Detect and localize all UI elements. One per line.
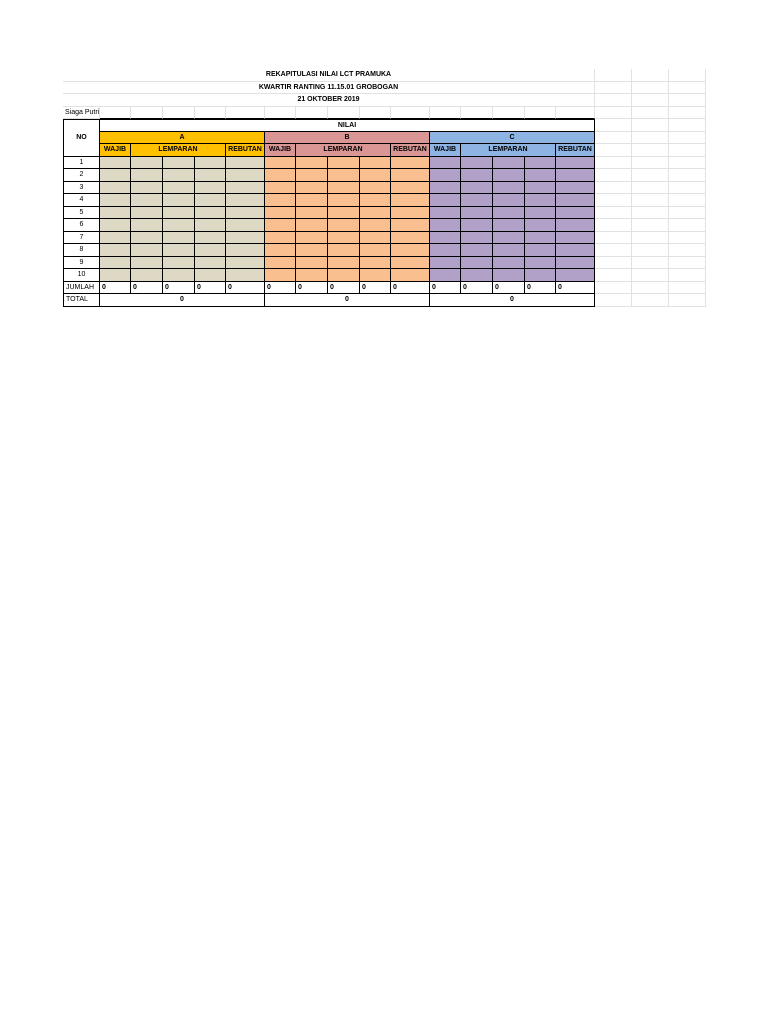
score-cell[interactable] — [391, 169, 430, 182]
score-cell[interactable] — [328, 169, 360, 182]
empty-cell — [669, 94, 706, 107]
empty-cell — [595, 219, 632, 232]
empty-cell — [632, 219, 669, 232]
empty-cell — [632, 94, 669, 107]
header-row-sub — [63, 144, 706, 157]
jumlah-value: 0 — [525, 282, 556, 295]
empty-cell — [595, 182, 632, 195]
score-cell[interactable] — [100, 257, 131, 270]
title-row — [63, 82, 706, 95]
score-cell[interactable] — [360, 169, 391, 182]
score-cell[interactable] — [461, 244, 493, 257]
score-cell[interactable] — [328, 207, 360, 220]
empty-cell — [391, 107, 430, 120]
score-cell[interactable] — [296, 169, 328, 182]
row-number: 7 — [63, 232, 100, 245]
row-number: 1 — [63, 157, 100, 170]
score-cell[interactable] — [525, 169, 556, 182]
empty-cell — [595, 132, 632, 145]
jumlah-row — [63, 282, 706, 295]
empty-cell — [632, 107, 669, 120]
empty-cell — [556, 107, 595, 120]
empty-cell — [669, 207, 706, 220]
score-cell[interactable] — [493, 219, 525, 232]
jumlah-value: 0 — [100, 282, 131, 295]
score-cell[interactable] — [265, 157, 296, 170]
wajib-header: WAJIB — [430, 144, 461, 157]
empty-cell — [493, 107, 525, 120]
empty-cell — [226, 107, 265, 120]
empty-cell — [595, 169, 632, 182]
score-cell[interactable] — [430, 182, 461, 195]
data-row — [63, 194, 706, 207]
score-cell[interactable] — [100, 157, 131, 170]
score-cell[interactable] — [328, 232, 360, 245]
data-row — [63, 232, 706, 245]
score-cell[interactable] — [131, 244, 163, 257]
score-cell[interactable] — [195, 244, 226, 257]
empty-cell — [430, 107, 461, 120]
score-cell[interactable] — [265, 169, 296, 182]
score-cell[interactable] — [360, 182, 391, 195]
score-cell[interactable] — [525, 194, 556, 207]
score-cell[interactable] — [493, 257, 525, 270]
row-number: 2 — [63, 169, 100, 182]
empty-cell — [669, 257, 706, 270]
score-cell[interactable] — [100, 269, 131, 282]
data-row — [63, 257, 706, 270]
score-cell[interactable] — [461, 207, 493, 220]
score-cell[interactable] — [131, 219, 163, 232]
score-cell[interactable] — [525, 219, 556, 232]
data-row — [63, 219, 706, 232]
score-cell[interactable] — [226, 157, 265, 170]
score-cell[interactable] — [360, 207, 391, 220]
empty-cell — [595, 232, 632, 245]
score-cell[interactable] — [226, 182, 265, 195]
jumlah-value: 0 — [265, 282, 296, 295]
score-cell[interactable] — [525, 257, 556, 270]
score-cell[interactable] — [430, 157, 461, 170]
score-cell[interactable] — [131, 232, 163, 245]
score-cell[interactable] — [493, 182, 525, 195]
score-cell[interactable] — [195, 194, 226, 207]
wajib-header: WAJIB — [265, 144, 296, 157]
empty-cell — [632, 157, 669, 170]
empty-cell — [595, 294, 632, 307]
score-cell[interactable] — [525, 182, 556, 195]
jumlah-value: 0 — [226, 282, 265, 295]
header-row-groups — [63, 132, 706, 145]
score-cell[interactable] — [131, 194, 163, 207]
score-cell[interactable] — [100, 219, 131, 232]
empty-cell — [632, 182, 669, 195]
score-cell[interactable] — [163, 207, 195, 220]
empty-cell — [595, 144, 632, 157]
score-cell[interactable] — [493, 194, 525, 207]
empty-cell — [100, 107, 131, 120]
empty-cell — [632, 257, 669, 270]
data-row — [63, 244, 706, 257]
score-cell[interactable] — [226, 257, 265, 270]
score-cell[interactable] — [296, 257, 328, 270]
score-cell[interactable] — [131, 182, 163, 195]
score-cell[interactable] — [556, 182, 595, 195]
data-row — [63, 169, 706, 182]
empty-cell — [360, 107, 391, 120]
score-cell[interactable] — [461, 232, 493, 245]
empty-cell — [632, 82, 669, 95]
score-cell[interactable] — [195, 207, 226, 220]
score-cell[interactable] — [493, 269, 525, 282]
data-row — [63, 269, 706, 282]
score-cell[interactable] — [195, 232, 226, 245]
jumlah-value: 0 — [493, 282, 525, 295]
score-cell[interactable] — [195, 157, 226, 170]
empty-cell — [669, 69, 706, 82]
empty-cell — [669, 244, 706, 257]
score-cell[interactable] — [360, 244, 391, 257]
score-cell[interactable] — [296, 269, 328, 282]
score-cell[interactable] — [391, 244, 430, 257]
score-cell[interactable] — [430, 169, 461, 182]
total-label: TOTAL — [63, 294, 100, 307]
row-number: 5 — [63, 207, 100, 220]
score-cell[interactable] — [131, 269, 163, 282]
header-row-nilai — [63, 119, 706, 142]
jumlah-value: 0 — [556, 282, 595, 295]
score-cell[interactable] — [296, 182, 328, 195]
score-cell[interactable] — [430, 232, 461, 245]
report-title-line: 21 OKTOBER 2019 — [63, 94, 595, 107]
empty-cell — [632, 119, 669, 132]
row-number: 3 — [63, 182, 100, 195]
empty-cell — [595, 257, 632, 270]
empty-cell — [595, 194, 632, 207]
score-cell[interactable] — [493, 244, 525, 257]
score-cell[interactable] — [265, 194, 296, 207]
empty-cell — [669, 219, 706, 232]
rebutan-header: REBUTAN — [226, 144, 265, 157]
score-cell[interactable] — [226, 232, 265, 245]
empty-cell — [632, 169, 669, 182]
jumlah-value: 0 — [461, 282, 493, 295]
score-cell[interactable] — [360, 232, 391, 245]
score-cell[interactable] — [296, 244, 328, 257]
empty-cell — [669, 269, 706, 282]
title-row — [63, 94, 706, 107]
score-cell[interactable] — [195, 219, 226, 232]
score-cell[interactable] — [163, 244, 195, 257]
nilai-header: NILAI — [100, 119, 595, 132]
empty-cell — [296, 107, 328, 120]
category-row — [63, 107, 706, 120]
score-cell[interactable] — [461, 169, 493, 182]
score-cell[interactable] — [328, 219, 360, 232]
empty-cell — [595, 207, 632, 220]
score-cell[interactable] — [131, 257, 163, 270]
score-cell[interactable] — [328, 194, 360, 207]
rebutan-header: REBUTAN — [556, 144, 595, 157]
empty-cell — [669, 132, 706, 145]
score-cell[interactable] — [100, 182, 131, 195]
total-row — [63, 294, 706, 307]
score-cell[interactable] — [226, 219, 265, 232]
total-value: 0 — [430, 294, 595, 307]
row-number: 8 — [63, 244, 100, 257]
score-cell[interactable] — [493, 207, 525, 220]
empty-cell — [632, 69, 669, 82]
group-header-b: B — [265, 132, 430, 145]
lemparan-header: LEMPARAN — [461, 144, 556, 157]
jumlah-value: 0 — [328, 282, 360, 295]
score-cell[interactable] — [525, 207, 556, 220]
empty-cell — [595, 82, 632, 95]
score-cell[interactable] — [296, 219, 328, 232]
jumlah-label: JUMLAH — [63, 282, 100, 295]
empty-cell — [632, 244, 669, 257]
score-cell[interactable] — [296, 207, 328, 220]
score-cell[interactable] — [195, 257, 226, 270]
jumlah-value: 0 — [163, 282, 195, 295]
jumlah-value: 0 — [131, 282, 163, 295]
empty-cell — [669, 119, 706, 132]
score-cell[interactable] — [100, 232, 131, 245]
empty-cell — [595, 107, 632, 120]
score-cell[interactable] — [163, 219, 195, 232]
score-cell[interactable] — [525, 244, 556, 257]
score-cell[interactable] — [556, 219, 595, 232]
score-cell[interactable] — [391, 182, 430, 195]
rebutan-header: REBUTAN — [391, 144, 430, 157]
score-cell[interactable] — [195, 169, 226, 182]
score-cell[interactable] — [391, 157, 430, 170]
score-cell[interactable] — [461, 269, 493, 282]
score-cell[interactable] — [226, 269, 265, 282]
score-cell[interactable] — [525, 269, 556, 282]
jumlah-value: 0 — [430, 282, 461, 295]
report-title-line: REKAPITULASI NILAI LCT PRAMUKA — [63, 69, 595, 82]
lemparan-header: LEMPARAN — [131, 144, 226, 157]
empty-cell — [632, 132, 669, 145]
score-cell[interactable] — [493, 157, 525, 170]
total-value: 0 — [100, 294, 265, 307]
score-cell[interactable] — [163, 257, 195, 270]
score-cell[interactable] — [391, 194, 430, 207]
score-cell[interactable] — [265, 219, 296, 232]
score-cell[interactable] — [296, 157, 328, 170]
score-cell[interactable] — [556, 244, 595, 257]
score-cell[interactable] — [100, 194, 131, 207]
score-cell[interactable] — [525, 157, 556, 170]
jumlah-value: 0 — [296, 282, 328, 295]
empty-cell — [595, 244, 632, 257]
score-cell[interactable] — [328, 157, 360, 170]
score-cell[interactable] — [493, 232, 525, 245]
score-cell[interactable] — [556, 257, 595, 270]
score-cell[interactable] — [461, 219, 493, 232]
score-cell[interactable] — [360, 157, 391, 170]
score-cell[interactable] — [226, 207, 265, 220]
empty-cell — [595, 282, 632, 295]
wajib-header: WAJIB — [100, 144, 131, 157]
score-cell[interactable] — [556, 157, 595, 170]
jumlah-value: 0 — [360, 282, 391, 295]
group-header-a: A — [100, 132, 265, 145]
jumlah-value: 0 — [195, 282, 226, 295]
score-cell[interactable] — [131, 207, 163, 220]
empty-cell — [595, 157, 632, 170]
empty-cell — [595, 69, 632, 82]
score-cell[interactable] — [556, 169, 595, 182]
score-cell[interactable] — [265, 182, 296, 195]
score-cell[interactable] — [328, 269, 360, 282]
empty-cell — [265, 107, 296, 120]
empty-cell — [461, 107, 493, 120]
empty-cell — [163, 107, 195, 120]
score-cell[interactable] — [328, 244, 360, 257]
report-title-line: KWARTIR RANTING 11.15.01 GROBOGAN — [63, 82, 595, 95]
score-cell[interactable] — [328, 182, 360, 195]
empty-cell — [632, 232, 669, 245]
score-cell[interactable] — [461, 257, 493, 270]
score-cell[interactable] — [461, 157, 493, 170]
empty-cell — [669, 194, 706, 207]
score-cell[interactable] — [391, 257, 430, 270]
score-cell[interactable] — [265, 207, 296, 220]
empty-cell — [669, 294, 706, 307]
score-cell[interactable] — [163, 232, 195, 245]
empty-cell — [669, 182, 706, 195]
score-cell[interactable] — [391, 207, 430, 220]
score-cell[interactable] — [296, 194, 328, 207]
score-cell[interactable] — [265, 269, 296, 282]
score-cell[interactable] — [360, 269, 391, 282]
score-cell[interactable] — [430, 219, 461, 232]
score-cell[interactable] — [163, 169, 195, 182]
score-cell[interactable] — [391, 232, 430, 245]
row-number: 10 — [63, 269, 100, 282]
score-cell[interactable] — [556, 232, 595, 245]
empty-cell — [669, 107, 706, 120]
empty-cell — [669, 282, 706, 295]
score-cell[interactable] — [296, 232, 328, 245]
empty-cell — [632, 282, 669, 295]
row-number: 9 — [63, 257, 100, 270]
score-cell[interactable] — [226, 194, 265, 207]
score-cell[interactable] — [556, 269, 595, 282]
empty-cell — [632, 194, 669, 207]
score-cell[interactable] — [360, 257, 391, 270]
empty-cell — [669, 144, 706, 157]
row-number: 6 — [63, 219, 100, 232]
empty-cell — [632, 207, 669, 220]
empty-cell — [595, 269, 632, 282]
score-cell[interactable] — [265, 257, 296, 270]
data-row — [63, 182, 706, 195]
empty-cell — [595, 119, 632, 132]
data-row — [63, 207, 706, 220]
score-cell[interactable] — [430, 257, 461, 270]
score-cell[interactable] — [461, 194, 493, 207]
score-cell[interactable] — [391, 219, 430, 232]
score-cell[interactable] — [265, 232, 296, 245]
score-cell[interactable] — [430, 194, 461, 207]
empty-cell — [669, 157, 706, 170]
score-cell[interactable] — [100, 169, 131, 182]
score-cell[interactable] — [430, 244, 461, 257]
score-cell[interactable] — [430, 269, 461, 282]
score-cell[interactable] — [265, 244, 296, 257]
score-cell[interactable] — [163, 157, 195, 170]
score-cell[interactable] — [100, 207, 131, 220]
row-number: 4 — [63, 194, 100, 207]
lemparan-header: LEMPARAN — [296, 144, 391, 157]
empty-cell — [669, 169, 706, 182]
jumlah-value: 0 — [391, 282, 430, 295]
group-header-c: C — [430, 132, 595, 145]
empty-cell — [632, 144, 669, 157]
score-cell[interactable] — [360, 194, 391, 207]
score-cell[interactable] — [226, 244, 265, 257]
score-cell[interactable] — [556, 207, 595, 220]
title-row — [63, 69, 706, 82]
score-cell[interactable] — [328, 257, 360, 270]
empty-cell — [195, 107, 226, 120]
score-cell[interactable] — [556, 194, 595, 207]
no-header: NO — [63, 119, 100, 157]
score-cell[interactable] — [226, 169, 265, 182]
score-cell[interactable] — [360, 219, 391, 232]
score-cell[interactable] — [493, 169, 525, 182]
empty-cell — [632, 269, 669, 282]
empty-cell — [669, 232, 706, 245]
score-cell[interactable] — [430, 207, 461, 220]
empty-cell — [595, 94, 632, 107]
empty-cell — [525, 107, 556, 120]
score-cell[interactable] — [131, 169, 163, 182]
score-cell[interactable] — [461, 182, 493, 195]
score-cell[interactable] — [163, 269, 195, 282]
score-cell[interactable] — [195, 269, 226, 282]
score-cell[interactable] — [195, 182, 226, 195]
empty-cell — [131, 107, 163, 120]
score-cell[interactable] — [525, 232, 556, 245]
score-cell[interactable] — [391, 269, 430, 282]
total-value: 0 — [265, 294, 430, 307]
score-cell[interactable] — [163, 194, 195, 207]
data-row — [63, 157, 706, 170]
empty-cell — [669, 82, 706, 95]
score-cell[interactable] — [163, 182, 195, 195]
score-cell[interactable] — [131, 157, 163, 170]
category-label: Siaga Putri — [63, 107, 100, 120]
empty-cell — [328, 107, 360, 120]
empty-cell — [632, 294, 669, 307]
score-cell[interactable] — [100, 244, 131, 257]
